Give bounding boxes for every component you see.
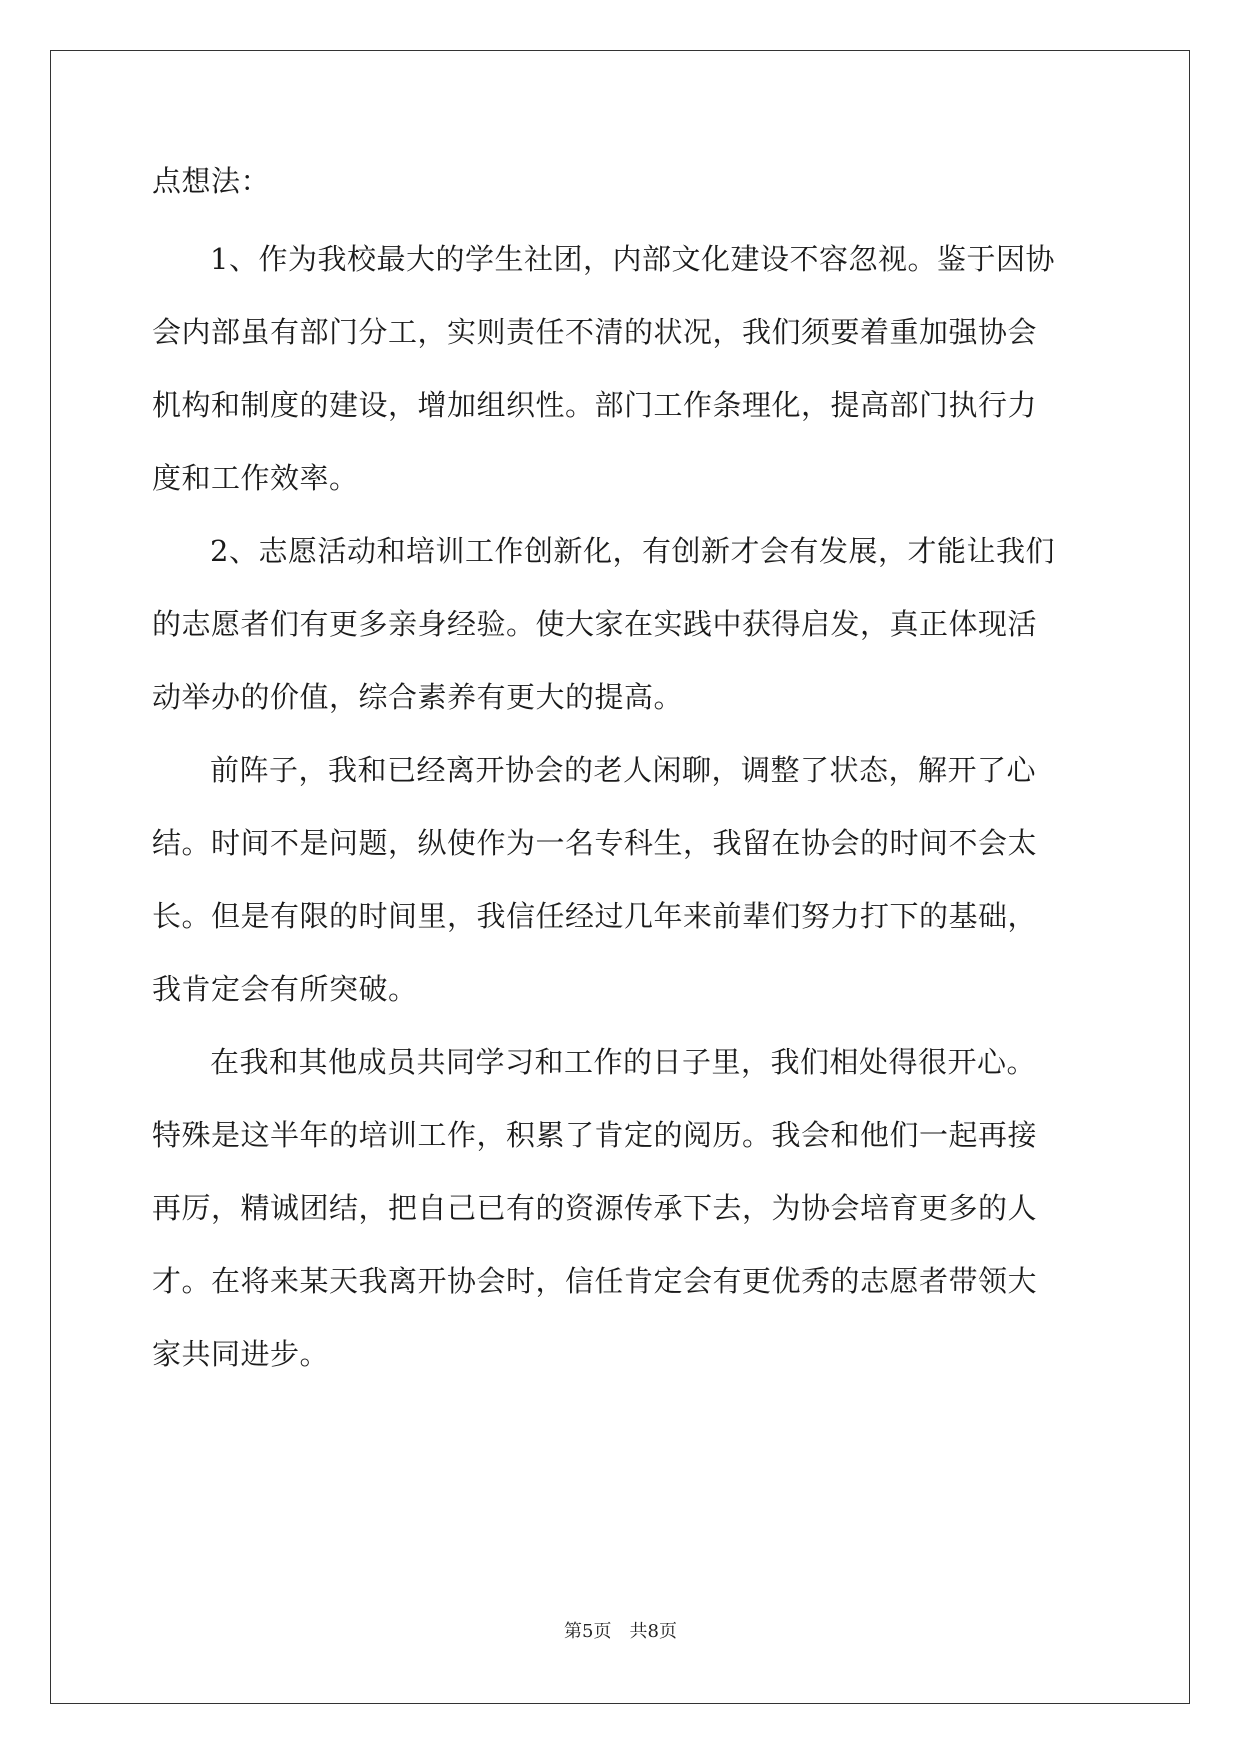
text-line: 家共同进步。 bbox=[152, 1337, 330, 1371]
text-line: 的志愿者们有更多亲身经验。使大家在实践中获得启发，真正体现活 bbox=[152, 607, 1038, 641]
text-line: 结。时间不是问题，纵使作为一名专科生，我留在协会的时间不会太 bbox=[152, 826, 1038, 860]
page-border bbox=[50, 50, 1190, 1704]
text-line: 长。但是有限的时间里，我信任经过几年来前辈们努力打下的基础， bbox=[152, 899, 1038, 933]
page-number-footer: 第5页 共8页 bbox=[564, 1621, 677, 1642]
text-line: 再厉，精诚团结，把自己已有的资源传承下去，为协会培育更多的人 bbox=[152, 1191, 1038, 1225]
text-line: 动举办的价值，综合素养有更大的提高。 bbox=[152, 680, 684, 714]
text-line: 2、志愿活动和培训工作创新化，有创新才会有发展，才能让我们 bbox=[210, 534, 1055, 568]
text-line: 我肯定会有所突破。 bbox=[152, 972, 418, 1006]
text-line: 前阵子，我和已经离开协会的老人闲聊，调整了状态，解开了心 bbox=[210, 753, 1037, 787]
text-line: 点想法： bbox=[152, 164, 271, 198]
text-line: 机构和制度的建设，增加组织性。部门工作条理化，提高部门执行力 bbox=[152, 388, 1038, 422]
text-line: 特殊是这半年的培训工作，积累了肯定的阅历。我会和他们一起再接 bbox=[152, 1118, 1038, 1152]
text-line: 在我和其他成员共同学习和工作的日子里，我们相处得很开心。 bbox=[210, 1045, 1037, 1079]
text-line: 才。在将来某天我离开协会时，信任肯定会有更优秀的志愿者带领大 bbox=[152, 1264, 1038, 1298]
text-line: 会内部虽有部门分工，实则责任不清的状况，我们须要着重加强协会 bbox=[152, 315, 1038, 349]
text-line: 1、作为我校最大的学生社团，内部文化建设不容忽视。鉴于因协 bbox=[210, 242, 1055, 276]
text-line: 度和工作效率。 bbox=[152, 461, 359, 495]
